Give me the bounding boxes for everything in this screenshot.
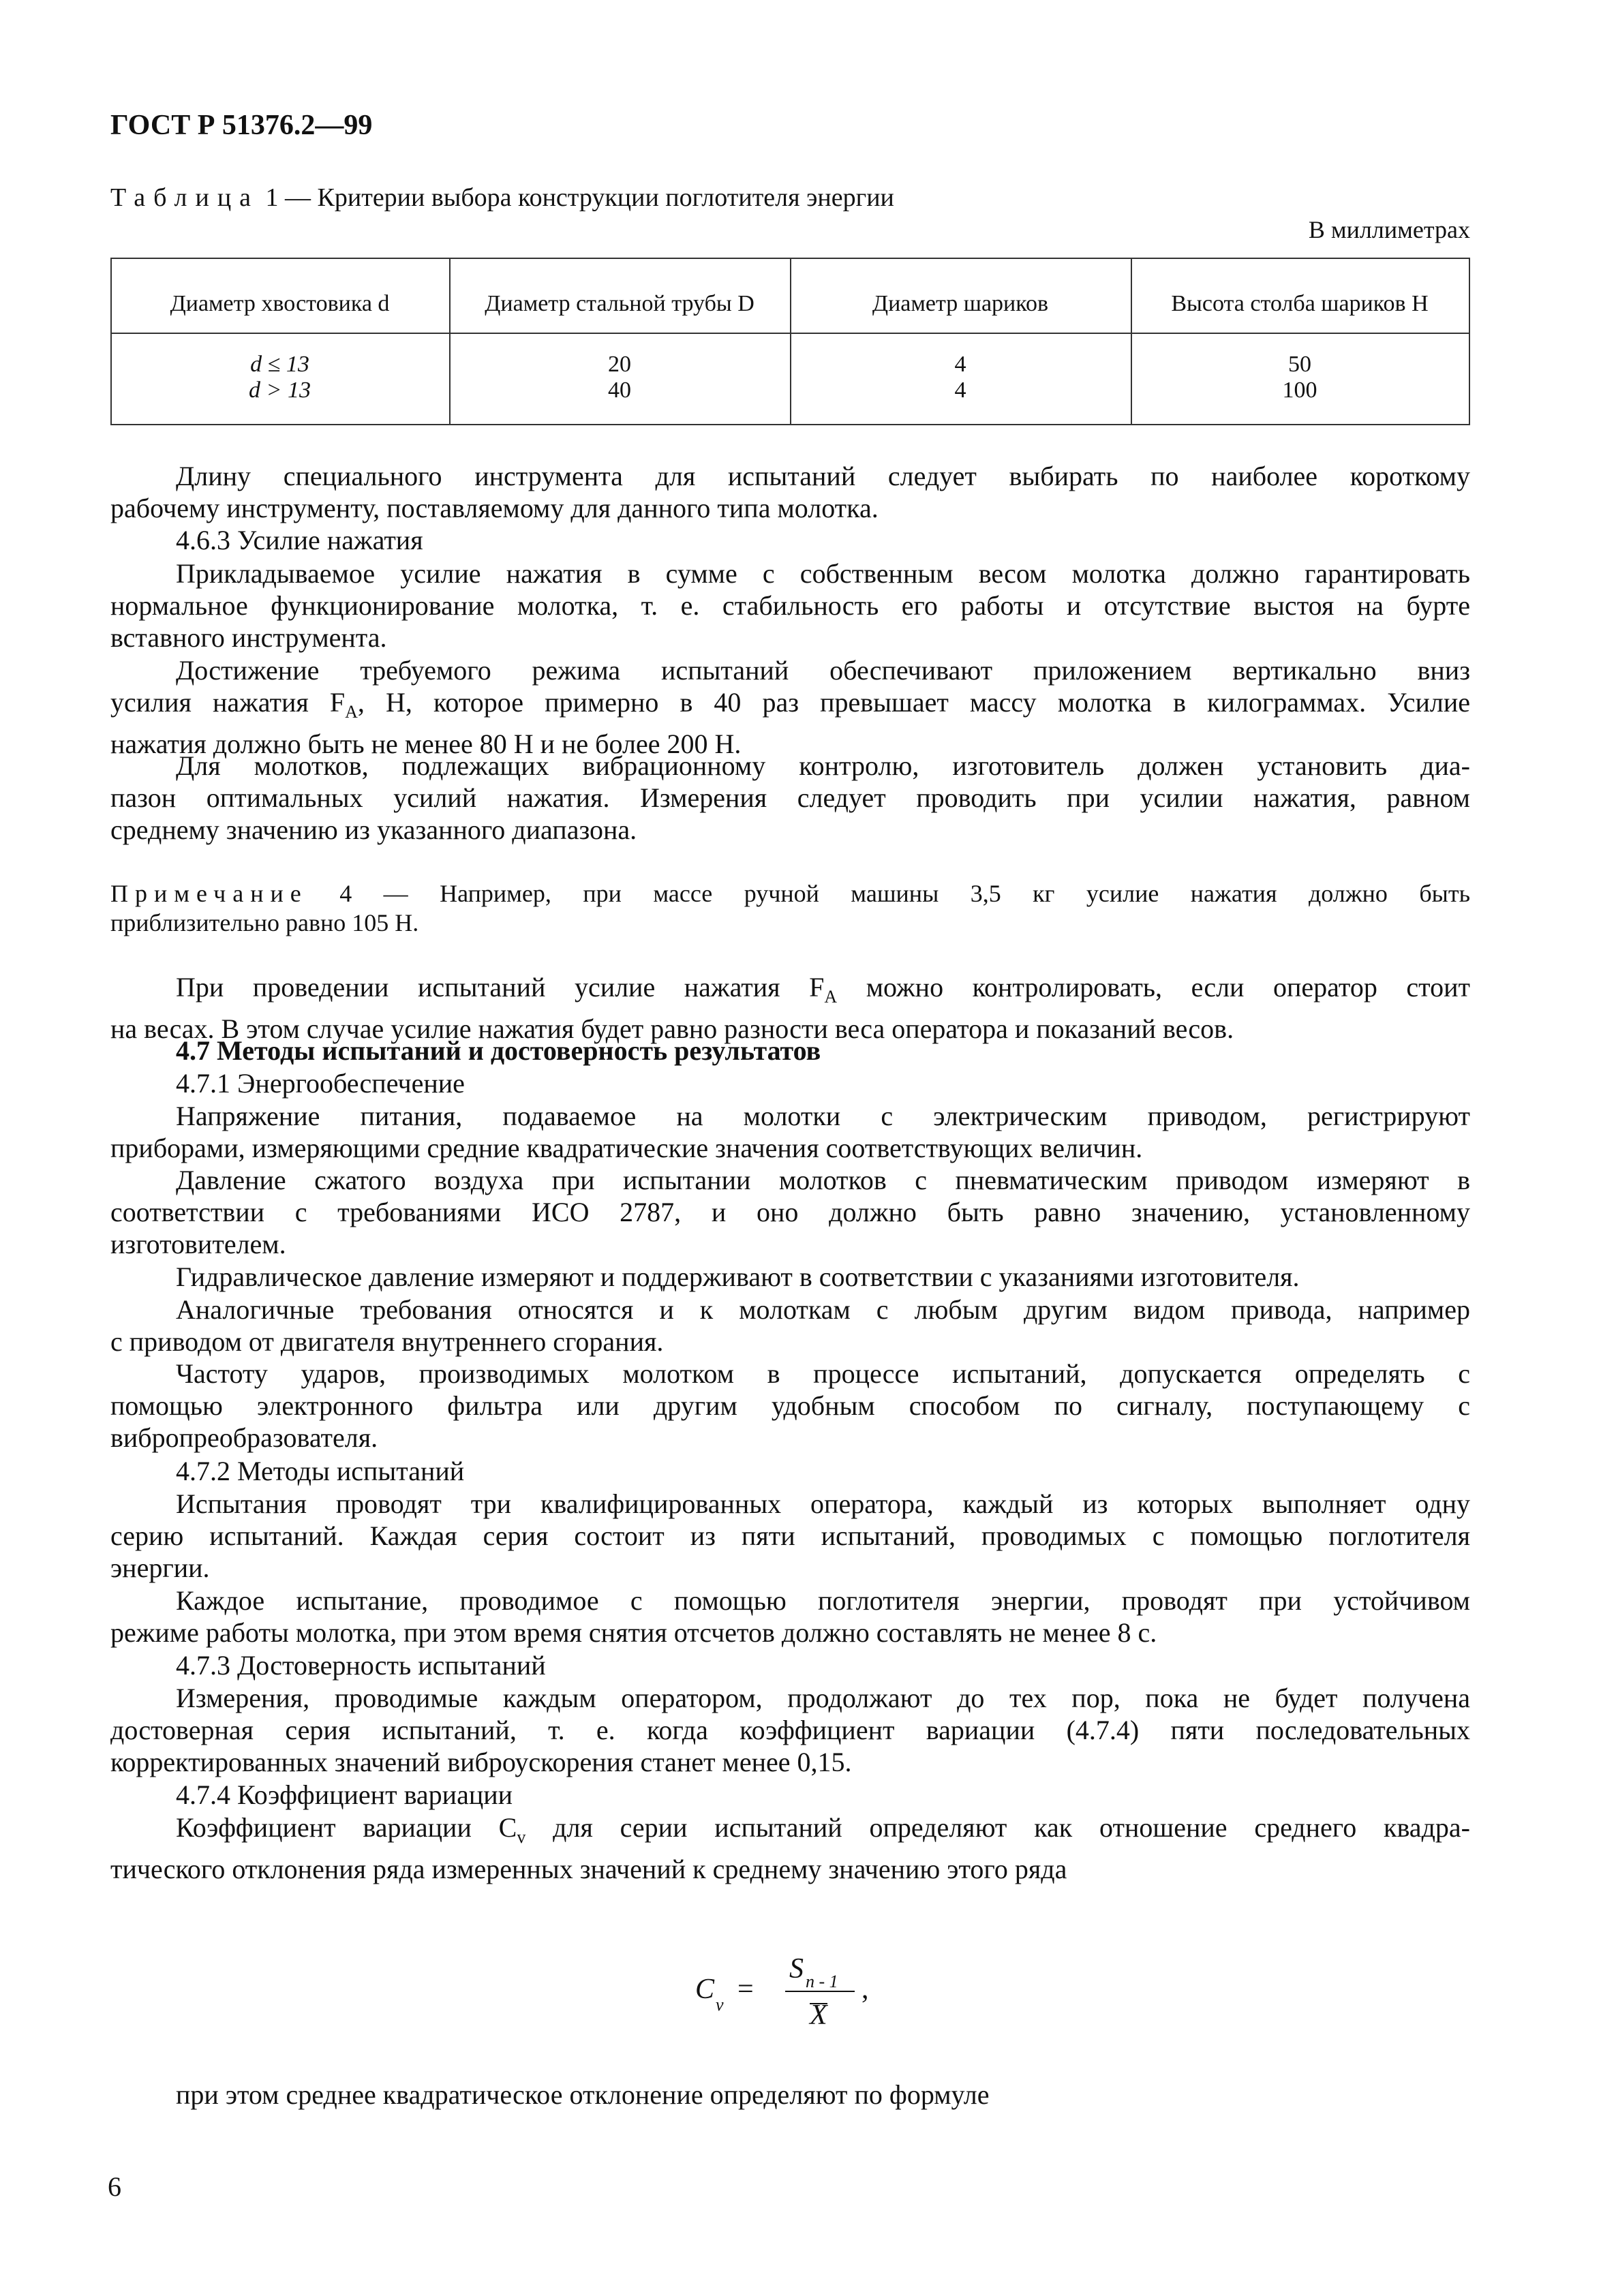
text-line: режиме работы молотка, при этом время снятия отсчетов должно составлять не менее 8 с. [110,1617,1157,1648]
text-line: среднему значению из указанного диапазона. [110,814,637,845]
table-cell-value: 100 [1282,378,1317,403]
table-cell-value: d ≤ 13 [250,352,309,377]
formula-numerator: S [789,1953,804,1985]
text-line: Длину специального инструмента для испытаний следует выбирать по наиболее короткому [176,461,1470,491]
table-cell-balls [790,352,1131,403]
text-line: изготовителем. [110,1229,286,1259]
paragraph-feed-force [110,557,1470,654]
table-cell-value: 20 [608,352,631,377]
text-line: вставного инструмента. [110,622,387,653]
criteria-table [110,258,1470,425]
text-line: Частоту ударов, производимых молотком в процессе испытаний, допускается определять с [176,1358,1470,1389]
table-cell-height [1131,352,1469,403]
text-line: Прикладываемое усилие нажатия в сумме с собственным весом молотка должно гарантировать [176,558,1470,589]
table-caption [110,183,894,213]
text-line: нажатия должно быть не менее 80 Н и не более 200 Н. [110,729,742,759]
table-border-right [1469,258,1470,425]
text-line: 4 — Например, при массе ручной машины 3,5 кг усилие нажатия должно быть [339,880,1471,907]
paragraph-test-mode [110,654,1470,760]
paragraph-other-drives [110,1294,1470,1358]
text-line: Напряжение питания, подаваемое на молотки с электрическим приводом, регистрируют [176,1101,1470,1131]
document-header: ГОСТ Р 51376.2—99 [110,110,373,141]
table-caption-text: 1 — Критерии выбора конструкции поглотителя энергии [265,183,894,212]
fraction-bar [785,1991,855,1992]
text-line: Каждое испытание, проводимое с помощью поглотителя энергии, проводят при устойчивом [176,1585,1470,1616]
column-header-text: Диаметр хвостовика d [170,291,390,316]
text-line: достоверная серия испытаний, т. е. когда коэффициент вариации (4.7.4) пяти последовательных [110,1715,1470,1745]
heading-4-6-3: 4.6.3 Усилие нажатия [176,525,423,555]
subscript: A [345,702,358,722]
formula-comma: , [862,1974,869,2005]
paragraph-tool-length [110,460,1470,524]
paragraph-air-pressure [110,1164,1470,1260]
column-header-text: Высота столба шариков H [1171,291,1429,316]
text-line: рабочему инструменту, поставляемому для данного типа молотка. [110,493,879,523]
formula-denominator: X [810,2000,827,2031]
text-line: Давление сжатого воздуха при испытании молотков с пневматическим приводом измеряют в [176,1165,1470,1195]
formula-lhs-sub: v [716,1995,724,2015]
note-label: Примечание [110,880,308,907]
heading-4-7-1: 4.7.1 Энергообеспечение [176,1068,465,1099]
text-line: на весах. В этом случае усилие нажатия будет равно разности веса оператора и показаний весов. [110,1013,1234,1044]
formula-equals: = [737,1974,754,2005]
column-header-ball-diameter [790,284,1131,324]
text-line: пазон оптимальных усилий нажатия. Измерения следует проводить при усилии нажатия, равном [110,782,1470,813]
text-line: можно контролировать, если оператор стоит [837,972,1470,1002]
text-line: Достижение требуемого режима испытаний обеспечивают приложением вертикально вниз [176,655,1470,686]
text-line: Коэффициент вариации C [176,1812,517,1843]
page-number: 6 [108,2171,121,2202]
heading-4-7-4: 4.7.4 Коэффициент вариации [176,1779,513,1810]
table-caption-label: Таблица [110,183,260,212]
text-line: с приводом от двигателя внутреннего сгорания. [110,1326,664,1357]
text-line: помощью электронного фильтра или другим удобным способом по сигналу, поступающему с [110,1390,1470,1421]
text-line: серию испытаний. Каждая серия состоит из пяти испытаний, проводимых с помощью поглотителя [110,1520,1470,1551]
column-header-tube-diameter [449,284,790,324]
text-line: энергии. [110,1552,210,1583]
formula-lhs: C [695,1974,715,2005]
text-line: Измерения, проводимые каждым оператором, продолжают до тех пор, пока не будет получена [176,1683,1470,1713]
paragraph-impact-frequency [110,1358,1470,1454]
text-line: нормальное функционирование молотка, т. е. стабильность его работы и отсутствие выстоя на бурте [110,590,1470,621]
paragraph-std-deviation-intro: при этом среднее квадратическое отклонение определяют по формуле [176,2079,990,2110]
text-line: корректированных значений виброускорения станет менее 0,15. [110,1747,852,1777]
paragraph-vibration-control [110,750,1470,846]
text-line: тического отклонения ряда измеренных значений к среднему значению этого ряда [110,1854,1067,1884]
table-cell-value: 50 [1288,352,1311,377]
subscript: A [824,987,838,1007]
paragraph-scales [110,971,1470,1045]
table-cell-tube [449,352,790,403]
column-header-text: Диаметр стальной трубы D [485,291,754,316]
paragraph-supply-voltage [110,1100,1470,1164]
formula-variation-coefficient [695,1953,968,2041]
text-line: Гидравлическое давление измеряют и поддерживают в соответствии с указаниями изготовителя. [176,1261,1300,1292]
formula-numerator-sub: n - 1 [806,1972,838,1991]
column-header-text: Диаметр шариков [872,291,1049,316]
column-header-column-height [1131,284,1469,324]
table-cell-shank [110,352,449,403]
text-line: , Н, которое примерно в 40 раз превышает массу молотка в килограммах. Усилие [357,687,1470,718]
text-line: Аналогичные требования относятся и к молоткам с любым другим видом привода, например [176,1294,1470,1325]
paragraph-reliability [110,1682,1470,1778]
text-line: усилия нажатия F [110,687,346,718]
paragraph-operators [110,1488,1470,1584]
note-4 [110,879,1470,938]
paragraph-variation-coefficient [110,1811,1470,1885]
table-cell-value: d > 13 [249,378,311,403]
text-line: приборами, измеряющими средние квадратические значения соответствующих величин. [110,1133,1143,1163]
column-header-shank-diameter [110,284,449,324]
heading-4-7-3: 4.7.3 Достоверность испытаний [176,1650,546,1681]
table-cell-value: 4 [954,352,966,377]
text-line: Испытания проводят три квалифицированных оператора, каждый из которых выполняет одну [176,1488,1470,1519]
text-line: для серии испытаний определяют как отношение среднего квадра- [525,1812,1470,1843]
heading-4-7: 4.7 Методы испытаний и достоверность результатов [176,1035,821,1066]
table-cell-value: 40 [608,378,631,403]
text-line: приблизительно равно 105 Н. [110,909,419,936]
table-cell-value: 4 [954,378,966,403]
subscript: v [517,1827,526,1847]
paragraph-steady-mode [110,1585,1470,1649]
text-line: соответствии с требованиями ИСО 2787, и оно должно быть равно значению, установленному [110,1197,1470,1227]
heading-4-7-2: 4.7.2 Методы испытаний [176,1456,465,1486]
table-units: В миллиметрах [1308,216,1470,243]
text-line: При проведении испытаний усилие нажатия F [176,972,825,1002]
text-line: вибропреобразователя. [110,1422,378,1453]
paragraph-hydraulic [110,1261,1470,1293]
text-line: Для молотков, подлежащих вибрационному контролю, изготовитель должен установить диа- [176,750,1470,781]
